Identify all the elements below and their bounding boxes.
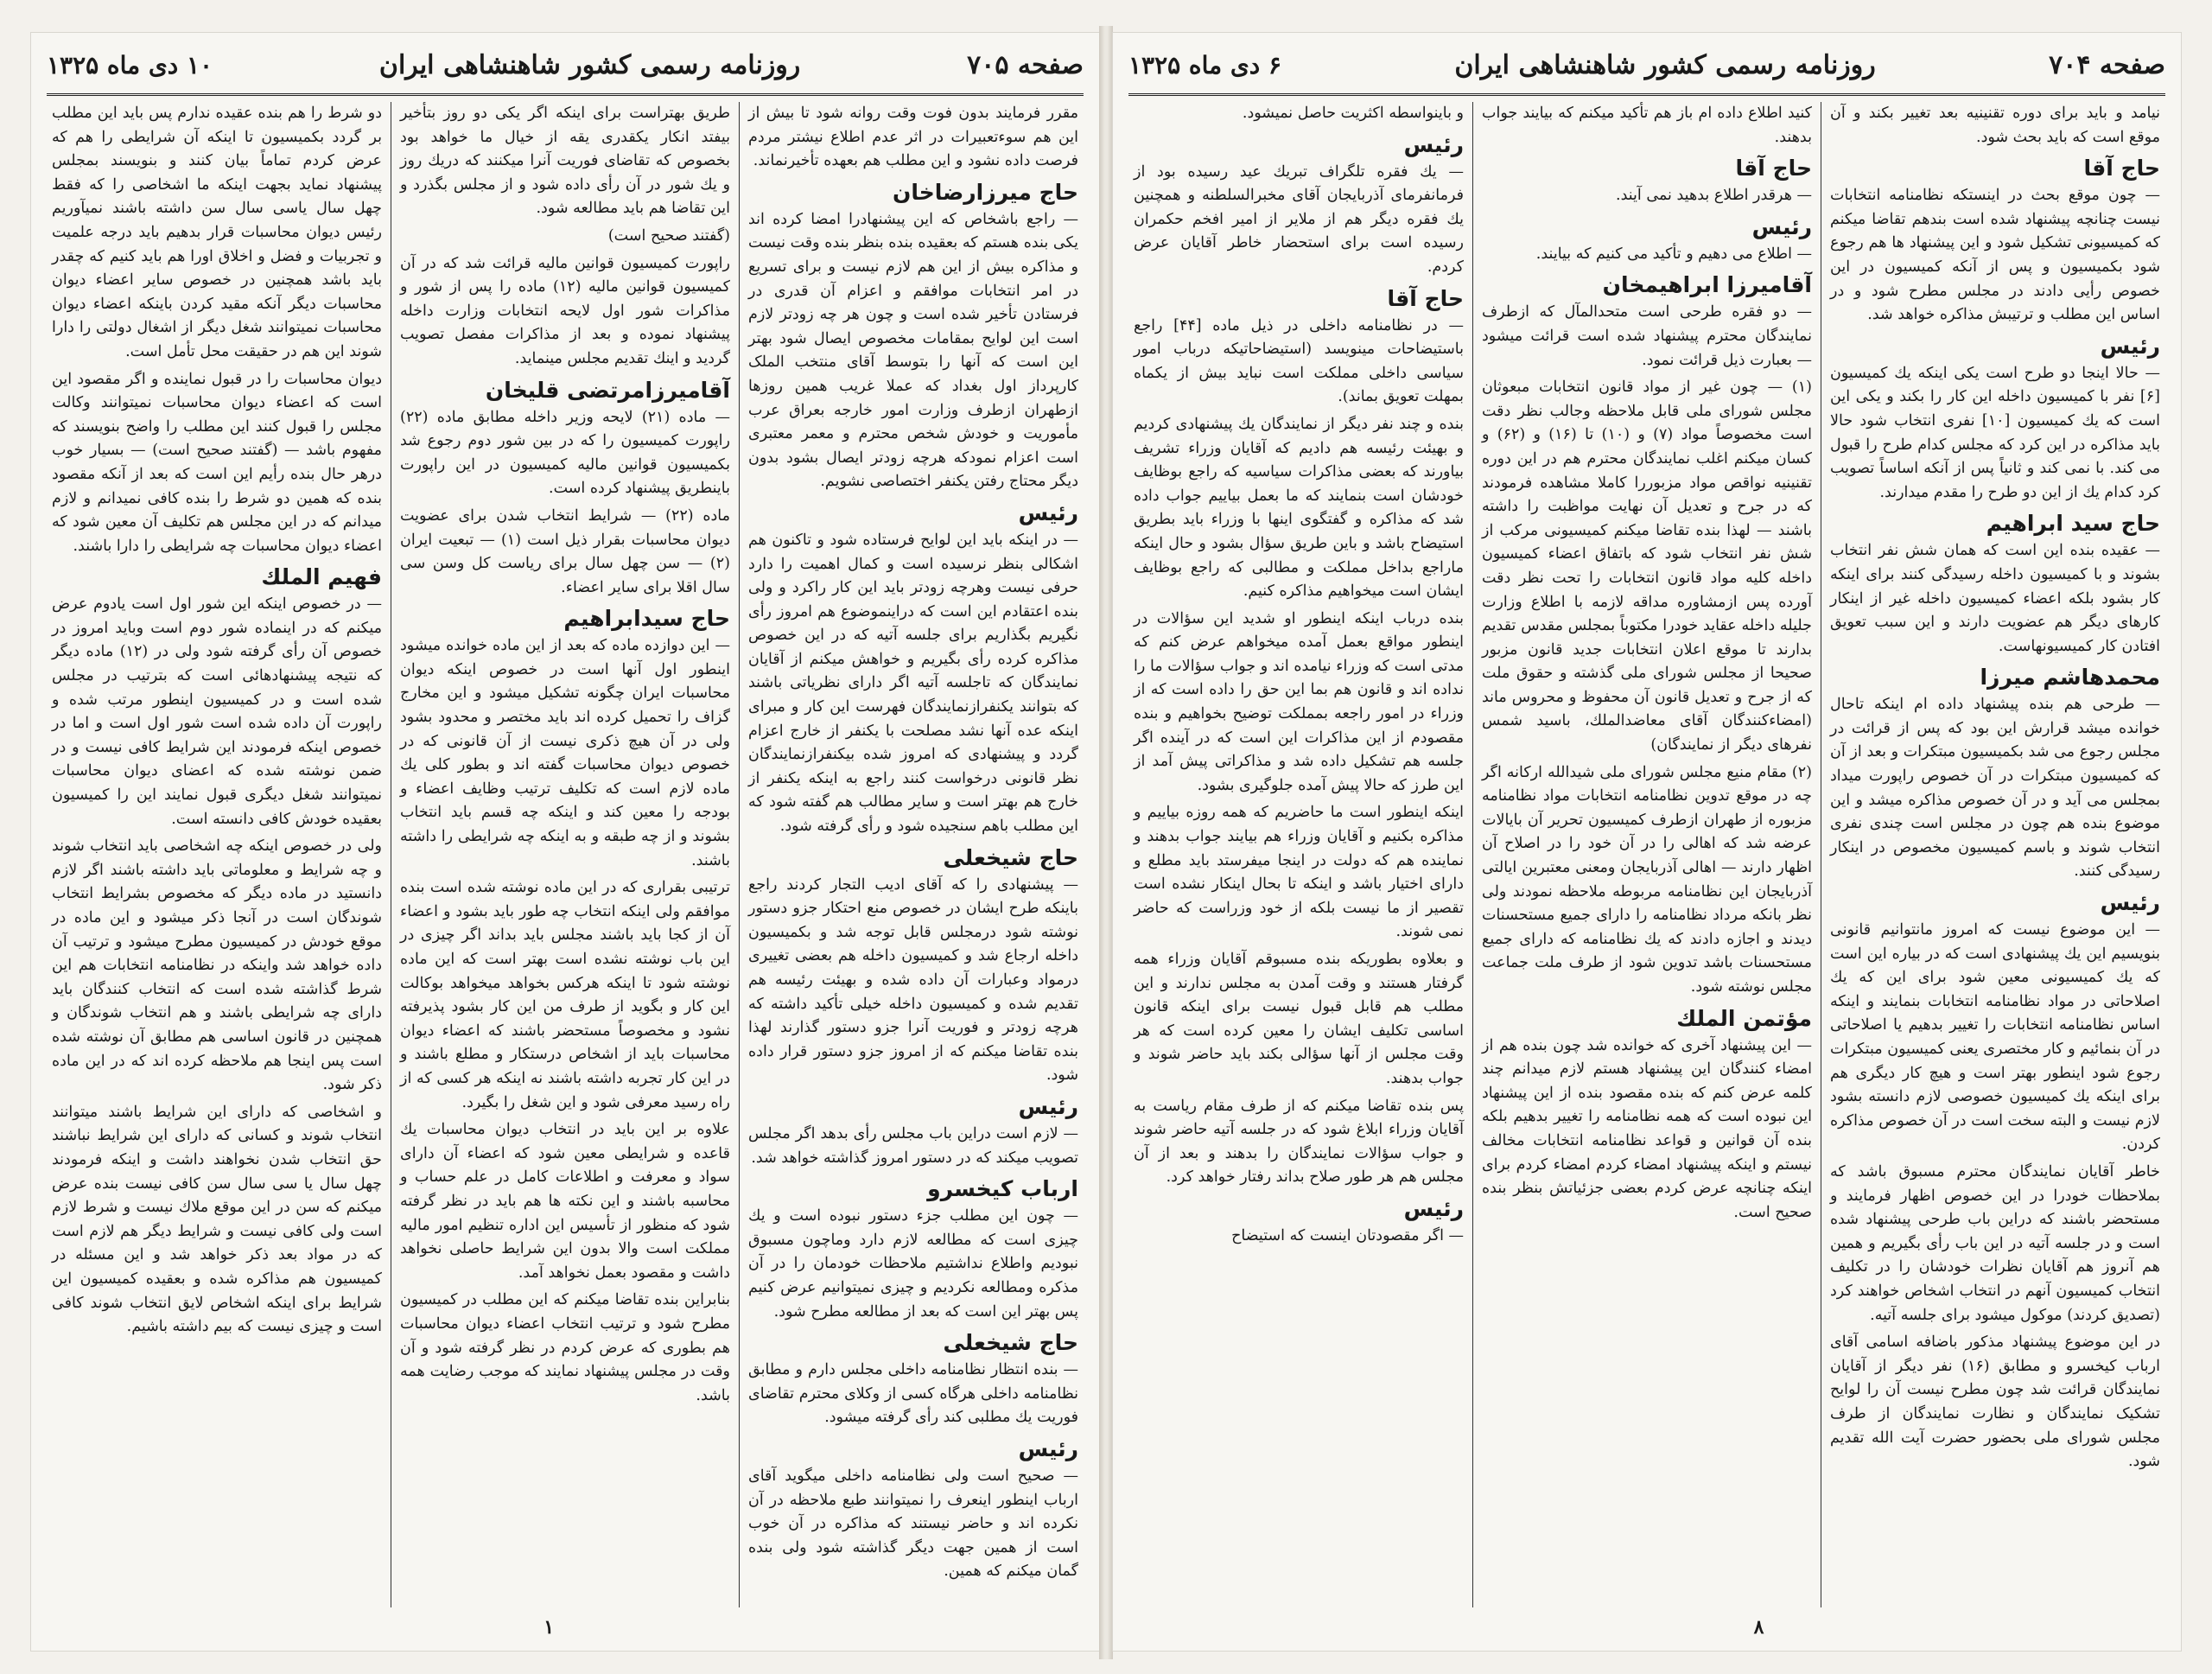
text-column: [1125, 102, 1472, 1607]
speaker-name: رئیس: [1018, 1093, 1078, 1119]
paragraph: بنابراین بنده تقاضا میکنم که این مطلب در کمیسیون مطرح شود و ترتیب انتخاب اعضاء دیوان محاسبات هم بطوری که عرض کردم در نظر گرفته شود و آن وقت در مجلس پیشنهاد نمایند که موجب رضایت همه باشد.: [400, 1291, 730, 1404]
speaker-name: ارباب کیخسرو: [927, 1176, 1078, 1202]
paragraph: مقرر فرمایند بدون فوت وقت روانه شود تا بیش از این هم سوءتعبیرات در اثر عدم اطلاع نیشتر مردم فرصت داده نشود و این مطلب هم بعهده تأخیرنماند.: [748, 105, 1078, 170]
speaker-name: حاج شیخعلی: [943, 1330, 1078, 1356]
paragraph: کنید اطلاع داده ام باز هم تأکید میکنم که بیایند جواب بدهند.: [1482, 105, 1812, 146]
paragraph: و اشخاصی که دارای این شرایط باشند میتوانند انتخاب شوند و کسانی که دارای این شرایط نباشند حق انتخاب شدن نخواهند داشت و اینکه فرمودند چهل سال یا سی سال سن کافی نیست بنده عرض میکنم که سن در این موقع ملاك نیست و شرط لازم است ولی کافی نیست و شرایط دیگر هم لازم است که در مواد بعد ذکر خواهد شد و این مسئله در کمیسیون هم مذاکره شده و بعقیده کمیسیون این شرایط برای اینکه اشخاص لایق انتخاب شوند کافی است و چیزی نیست که بیم داشته باشیم.: [52, 1103, 382, 1336]
speaker-name: محمدهاشم میرزا: [1980, 665, 2160, 691]
text-columns: [43, 102, 1087, 1607]
paragraph: علاوه بر این باید در انتخاب دیوان محاسبات یك قاعده و شرایطی معین شود که اعضاء آن دارای سواد و معرفت و اطلاعات کامل در علم حساب و محاسبه باشند و این نکته ها هم باید در نظر گرفته شود که منظور از تأسیس این اداره تنظیم امور مالیه مملکت است والا بدون این شرایط حاصلی نخواهد داشت و مقصود بعمل نخواهد آمد.: [400, 1121, 730, 1282]
text-column: [739, 102, 1087, 1607]
paragraph: — طرحی هم بنده پیشنهاد داده ام اینکه تاحال خوانده میشد قرارش این بود که پس از قرائت در مجلس رجوع می شد بکمیسیون مبتکرات و بعد از آن که کمیسیون مبتکرات در آن خصوص راپورت میداد بمجلس می آید و در آن خصوص مذاکره میشد و این موضوع بنده هم چون در مجلس است چندی نفری انتخاب شوند و باسم کمیسیون مخصوص در اینکار رسیدگی کنند.: [1830, 696, 2160, 881]
paragraph: — عقیده بنده این است که همان شش نفر انتخاب بشوند و با کمیسیون داخله رسیدگی کنند برای اینکه کار بشود بلکه اعضاء کمیسیون داخله غیر از اینکار کارهای دیگر هم عضویت دارند و این سبب تعویق افتادن کار کمیسیونهاست.: [1830, 542, 2160, 655]
paragraph: — راجع باشخاص که این پیشنهادرا امضا کرده اند یکی بنده هستم که بعقیده بنده بنظر بنده وقت نیست و مذاکره بیش از این هم لازم نیست و برای تسریع در امر انتخابات موافقم و اعزام آن قدری در فرستادن تأخیر شده است و چون هر چه زودتر لازم است این لوایح بمقامات مخصوص ایصال شود بهتر این است که آنها را بتوسط آقای منتخب الملک کارپرداز اول بغداد که عملا غریب همین روزها ازطهران ازطرف وزارت امور خارجه بعراق عرب مأموریت و خودش شخص محترم و معمر معتبری است اعزام نمودکه هرچه زودتر ایصال بشود بدون دیگر محتاج رفتن یکنفر اختصاصی نشویم.: [748, 210, 1078, 491]
text-column: [1821, 102, 2169, 1607]
footer-number: ۱: [543, 1616, 555, 1639]
text-column: [391, 102, 739, 1607]
text-column: [43, 102, 391, 1607]
speaker-name: رئیس: [1751, 213, 1812, 239]
page-number: صفحه ۷۰۴: [2049, 49, 2165, 80]
page-number: صفحه ۷۰۵: [967, 49, 1084, 80]
header-rule: [47, 93, 1084, 96]
speaker-name: رئیس: [2100, 890, 2160, 916]
paragraph: — بنده انتظار نظامنامه داخلی مجلس دارم و مطابق نظامنامه داخلی هرگاه کسی از وکلای محترم تقاضای فوریت یك مطلبی کند رأی گرفته میشود.: [748, 1361, 1078, 1427]
paragraph: بنده و چند نفر دیگر از نمایندگان یك پیشنهادی کردیم و بهیئت رئیسه هم دادیم که آقایان وزراء تشریف بیاورند که بعضی مذاکرات سیاسیه که راجع بوظایف خودشان است بنمایند که ما بعمل بیاییم جواب داده شد که مذاکره و گفتگوی اینها با وزراء باید بطریق استیضاح باشد و باین طریق سؤال بشود و حال اینکه ماراجع بداخل مملکت و مطالبی که راجع بوظایف ایشان است میخواهیم مذاکره کنیم.: [1134, 415, 1464, 601]
paragraph: — این پیشنهاد آخری که خوانده شد چون بنده هم از امضاء کنندگان این پیشنهاد هستم لازم میدانم چند کلمه عرض کنم که بنده مقصود بنده از این پیشنهاد این نبوده است که همه نظامنامه را تغییر بدهیم بلکه بنده آن قوانین و قواعد نظامنامه انتخابات مخالف نیستم و اینکه پیشنهاد امضاء کردم امضاء کردم برای اینکه چنانچه عرض کردم بعضی جزئیاتش بنظر بنده صحیح است.: [1482, 1036, 1812, 1221]
speaker-name: فهیم الملك: [261, 564, 382, 590]
text-columns: [1125, 102, 2169, 1607]
paragraph: نیامد و باید برای دوره تقنینیه بعد تغییر بکند و آن موقع است که باید بحث شود.: [1830, 105, 2160, 146]
paragraph: (گفتند صحیح است): [607, 226, 730, 245]
paragraph: — در نظامنامه داخلی در ذیل ماده [۴۴] راجع باستیضاحات مینویسد (استیضاحاتیکه درباب امور سیاسی داخلی مملکت است نباید بیش از یکماه بمهلت تعویق بماند).: [1134, 316, 1464, 406]
page-header: [1128, 40, 2165, 90]
paragraph: — لازم است دراین باب مجلس رأی بدهد اگر مجلس تصویب میکند که در دستور امروز گذاشته خواهد شد.: [748, 1124, 1078, 1167]
paragraph: ماده (۲۲) — شرایط انتخاب شدن برای عضویت دیوان محاسبات بقرار ذیل است (۱) — تبعیت ایران (۲) — سن چهل سال برای ریاست کل وسن سی سال اقلا برای سایر اعضاء.: [400, 506, 731, 596]
speaker-name: آقامیرزا ابراهیمخان: [1602, 272, 1812, 298]
paragraph: خاطر آقایان نمایندگان محترم مسبوق باشد که بملاحظات خودرا در این خصوص اظهار فرمایند و مستحضر باشند که دراین باب طرحی پیشنهاد شده است و در جلسه آتیه در این باب رأی بگیریم و همین هم آنروز هم آقایان نظرات خودشان را در تکلیف انتخاب کمیسیون آنهم در انتخاب اشخاص خواهند کرد (تصدیق کردند) موکول میشود برای جلسه آتیه.: [1830, 1162, 2160, 1324]
footer-number: ۸: [1753, 1616, 1764, 1639]
newspaper-title: روزنامه رسمی کشور شاهنشاهی ایران: [378, 49, 801, 80]
paragraph: (۱) — چون غیر از مواد قانون انتخابات مبعوثان مجلس شورای ملی قابل ملاحظه وجالب نظر دقت است مخصوصاً مواد (۷) و (۱۰) تا (۱۶) و (۶۲) و کسان میکنم اغلب نمایندگان محترم هم در این دوره تقنینیه نواقص مواد مزبوررا کاملا مشاهده فرمودند که در جرح و تعدیل آن نهایت مواظبت را داشته باشند — لهذا بنده تقاضا میکنم کمیسیونی مرکب از شش نفر انتخاب شود که باتفاق اعضاء کمیسیون داخله کلیه مواد قانون انتخابات را تحت نظر دقت آورده پس ازمشاوره مداقه لازمه با اطلاع وزارت جلیله داخله عقاید خودرا مکتوباً بمجلس مقدس تقدیم بدارند تا موقع اعلان انتخابات جدید قانون مزبور صحیحا از مجلس شورای ملی گذشته و حقوق ملت که از جرح و تعدیل قانون آن محفوظ و محروس ماند (امضاءکنندگان آقای معاضدالملك، باسید شمس نفرهای دیگر از نمایندگان): [1482, 379, 1813, 754]
speaker-name: رئیس: [1403, 1195, 1464, 1221]
speaker-name: حاج سیدابراهیم: [563, 606, 730, 632]
speaker-name: آقامیرزامرتضی قلیخان: [485, 377, 730, 403]
paragraph: — صحیح است ولی نظامنامه داخلی میگوید آقای ارباب اینطور اینعرف را نمیتوانند طبع ملاحظه در آن نکرده اند و حاضر نیستند که مذاکره در آن خوب است از همین جهت دیگر گذاشته شود ولی بنده گمان میکنم که همین.: [748, 1467, 1078, 1581]
paragraph: اینکه اینطور است ما حاضریم که همه روزه بیاییم و مذاکره بکنیم و آقایان وزراء هم بیایند جواب بدهند و نماینده هم که دولت در اینجا میفرستد باید مطلع و دارای اختیار باشد و اینکه تا بحال اینکار نشده است تقصیر از ما نیست بلکه از خود وزراست که حاضر نمی شوند.: [1134, 804, 1464, 941]
speaker-name: حاج آقا: [1387, 285, 1464, 311]
paragraph: — اطلاع می دهیم و تأکید می کنیم که بیایند.: [1535, 245, 1812, 263]
paragraph: و باینواسطه اکثریت حاصل نمیشود.: [1242, 105, 1464, 122]
paragraph: ترتیبی بقراری که در این ماده نوشته شده است بنده موافقم ولی اینکه انتخاب چه طور باید بشود و اعضاء آن از کجا باید باشند مجلس باید بداند اگر چیزی در این باب نوشته نشده است بهتر است که این ماده نوشته شود تا اینکه هرکس بخواهد میخواهد بوکالت این کار و بگوید از طرف من این کار بشود پذیرفته نشود و مخصوصاً مستحضر باشند که اعضاء دیوان محاسبات باید از اشخاص درستکار و مطلع باشند و در این کار تجربه داشته باشند نه اینکه هر کسی که از راه رسید معرفی شود و این شغل را بگیرد.: [400, 879, 730, 1111]
paragraph: — در خصوص اینکه این شور اول است یادوم عرض میکنم که در اینماده شور دوم است وباید امروز در خصوص آن رأی گرفته شود ولی در (۱۲) ماده دیگر که نتیجه پیشنهادهائی است که بترتیب در مجلس شده است و در کمیسیون اینطور مرتب شده و راپورت آن داده شده است شور اول است و اما در خصوص اینکه فرمودند این شرایط کافی نیست و در ضمن نوشته شده که اعضای دیوان محاسبات نمیتوانند شغل دیگری قبول نمایند این را کمیسیون بعقیده خودش کافی دانسته است.: [52, 595, 383, 828]
speaker-name: رئیس: [1018, 500, 1078, 525]
speaker-name: حاج سید ابراهیم: [1986, 511, 2160, 537]
paragraph: — چون موقع بحث در اینستکه نظامنامه انتخابات نیست چنانچه پیشنهاد شده است بندهم تقاضا میکنم که کمیسیونی تشکیل شود و این پیشنهاد ها هم رجوع شود بکمیسیون و پس از آنکه کمیسیون در این خصوص رأیی دادند در مجلس مطرح شود و در اساس این مطلب و ترتیبش مذاکره خواهد شد.: [1830, 187, 2160, 324]
paragraph: پس بنده تقاضا میکنم که از طرف مقام ریاست به آقایان وزراء ابلاغ شود که در جلسه آتیه حاضر شوند و جواب سؤالات نمایندگان را بدهند و بعد از آن مجلس هم هر طور صلاح بداند رفتار خواهد کرد.: [1134, 1097, 1464, 1187]
speaker-name: حاج میرزارضاخان: [892, 179, 1078, 205]
speaker-name: حاج شیخعلی: [943, 844, 1078, 870]
paragraph: راپورت کمیسیون قوانین مالیه قرائت شد که در آن کمیسیون قوانین مالیه (۱۲) ماده را پس از شور و مذاکرات شور اول لایحه انتخابات وزارت داخله پیشنهاد نموده و بعد از مذاکرات مفصل تصویب گردید و اینك تقدیم مجلس مینماید.: [400, 254, 730, 367]
paragraph: — یك فقره تلگراف تبریك عید رسیده بود از فرمانفرمای آذربایجان آقای مخبرالسلطنه و همچنین یك فقره دیگر هم از ملایر از امیر افخم حکمران رسیده است برای استحضار خاطر آقایان عرض کردم.: [1134, 162, 1464, 276]
page-704: [1113, 33, 2181, 1651]
issue-date: ۶ دی ماه ۱۳۲۵: [1128, 50, 1282, 80]
paragraph: ولی در خصوص اینکه چه اشخاصی باید انتخاب شوند و چه شرایط و معلوماتی باید داشته باشند اگر لازم دانستید در ماده دیگر که مخصوص بشرایط انتخاب شوندگان است در آنجا ذکر میشود و این ماده در موقع خودش در کمیسیون مطرح میشود و ترتیب آن داده خواهد شد واینکه در نظامنامه انتخابات هم این شرط گذاشته شده است که انتخاب کنندگان باید دارای چه شرایطی باشند و هم انتخاب شوندگان و همچنین در قانون اساسی هم مطابق آن نوشته شده است پس اینجا هم ملاحظه کرده اند که در این ماده ذکر شود.: [52, 837, 382, 1094]
text-column: [1472, 102, 1821, 1607]
paragraph: طریق بهتراست برای اینکه اگر یکی دو روز بتأخیر بیفتد انکار یکقدری یقه از خیال ما خواهد بود بخصوص که تقاضای فوریت آنرا میکنند که دریك روز و یك شور در آن رأی داده شود و از مجلس بگذرد و این تقاضا هم باید مطالعه شود.: [400, 105, 730, 218]
speaker-name: رئیس: [2100, 333, 2160, 359]
newspaper-title: روزنامه رسمی کشور شاهنشاهی ایران: [1454, 49, 1876, 80]
paragraph: — حالا اینجا دو طرح است یکی اینکه یك کمیسیون [۶] نفر با کمیسیون داخله این کار را بکند و یکی این است که یك کمیسیون [۱۰] نفری انتخاب شود حالا باید مذاکره در این کرد که مجلس کدام طرح را قبول می کند. با نمی کند و ثانیاً پس از آنکه اساساً تصویب کرد کدام یك از این دو طرح را مقدم میدارند.: [1830, 364, 2160, 501]
speaker-name: حاج آقا: [1735, 156, 1812, 181]
speaker-name: حاج آقا: [2083, 156, 2160, 181]
speaker-name: رئیس: [1018, 1435, 1078, 1461]
page-705: [31, 33, 1099, 1651]
paragraph: بنده درباب اینکه اینطور او شدید این سؤالات در اینطور مواقع بعمل آمده میخواهم عرض کنم که مدتی است که وزراء نیامده اند و جواب سؤالات ما را نداده اند و قانون هم بما این حق را داده است که از وزراء در امور راجعه بمملکت توضیح بخواهیم و بنده مقصودم از این مذاکرات این است که در آینده اگر جلسه هم تشکیل داده شد و مذاکراتی پیش آمد از این طرز که حالا پیش آمده جلوگیری بشود.: [1134, 609, 1464, 794]
header-rule: [1128, 93, 2165, 96]
speaker-name: رئیس: [1403, 131, 1464, 157]
paragraph: — این موضوع نیست که امروز مانتوانیم قانونی بنویسیم این یك پیشنهادی است که در بیاره این است که یك کمیسیونی معین شود برای این که یك اصلاحاتی در مواد نظامنامه انتخابات بنمایند و اینکه اساس نظامنامه انتخابات را تغییر بدهیم یا اصلاحاتی در آن بنمائیم و کار مختصری یعنی کمیسیون مبتکرات رجوع شود اینطور بهتر است و هیچ کار دیگری هم برای اینکه یك کمیسیون خصوصی لازم دانسته بشود لازم نیست و البته سخت است در آن خصوص مذاکره کردن.: [1830, 921, 2160, 1154]
paragraph: — چون این مطلب جزء دستور نبوده است و یك چیزی است که مطالعه لازم دارد وماچون مسبوق نبودیم واطلاع نداشتیم ملاحظات خودمان را در آن مذکره ومطالعه نکردیم و چیزی نمیتوانیم عرض کنیم پس بهتر این است که بعد از مطالعه مطرح شود.: [748, 1207, 1078, 1321]
paragraph: — اگر مقصودتان اینست که استیضاح: [1231, 1226, 1464, 1244]
page-header: [47, 40, 1084, 90]
paragraph: — دو فقره طرحی است متحدالمآل که ازطرف نمایندگان محترم پیشنهاد شده است قرائت میشود — بعبارت ذیل قرائت نمود.: [1482, 303, 1812, 369]
book-gutter: [1099, 26, 1113, 1659]
speaker-name: مؤتمن الملك: [1676, 1005, 1812, 1031]
paragraph: (۲) مقام منیع مجلس شورای ملی شیدالله ارکانه اگر چه در موقع تدوین نظامنامه انتخابات مواد نظامنامه مزبوره از طهران ازطرف کمیسیون تحریر آن بایالات عرضه شد که اهالی را در آن خود را در اصلاح آن اظهار دارند — اهالی آذربایجان ومعنی معتبرین ایالتی آذربایجان این نظامنامه مربوطه ملاحظه نمودند ولی نظر بانکه مرداد نظامنامه را دارای جمیع مستحسنات دیدند و اجازه دادند که یك نظامنامه که دارای جمیع مستحسنات باشد تدوین شود از طرف ملت جماعت مجلس نوشته شود.: [1482, 763, 1812, 996]
paragraph: دو شرط را هم بنده عقیده ندارم پس باید این مطلب بر گردد بکمیسیون تا اینکه آن شرایطی را هم که عرض کردم تماماً بیان کنند و بنویسند بمجلس پیشنهاد نماید بجهت اینکه ما اشخاصی را که فقط چهل سال یاسی سال سن داشته باشند نمیآوریم رئیس دیوان محاسبات قرار بدهیم باید درجه علمیت و تجربیات و فضل و اخلاق اورا هم باید کنیم که چقدر باید باشد همچنین در خصوص سایر اعضاء دیوان محاسبات دیگر آنکه مقید کردن باینکه اعضاء دیوان محاسبات نمیتوانند شغل دیگر از اشغال دولتی را دارا شوند این هم در حقیقت محل تأمل است.: [52, 105, 382, 360]
paragraph: دیوان محاسبات را در قبول نماینده و اگر مقصود این است که اعضاء دیوان محاسبات نمیتوانند وکالت مجلس را قبول کنند این مطلب را واضح بنویسند که مفهوم باشد — (گفتند صحیح است) — بسیار خوب درهر حال بنده رأیم این است که بعد از آنکه مقصود بنده که همین دو شرط را بنده کافی نمیدانم و لازم میدانم که در این مجلس هم تکلیف آن معین شود که اعضاء دیوان محاسبات چه شرایطی را دارا باشند.: [52, 370, 382, 555]
paragraph: در این موضوع پیشنهاد مذکور باضافه اسامی آقای ارباب کیخسرو و مطابق (۱۶) نفر دیگر از آقایان نمایندگان قرائت شد چون مطرح نیست آن را لوایح تشکیک نمایندگان و نظارت نمایندگان از طرف مجلس شورای ملی بحضور حضرت آیت الله تقدیم شود.: [1830, 1333, 2160, 1471]
paragraph: — این دوازده ماده که بعد از این ماده خوانده میشود اینطور اول آنها است در خصوص اینکه دیوان محاسبات ایران چگونه تشکیل میشود و این مخارج گزاف را تحمیل کرده اند باید مختصر و محدود بشود ولی در آن هیچ ذکری نیست از آن قانونی که در خصوص دیوان محاسبات گفته اند و بطور کلی یك ماده لازم است که تکلیف ترتیب وظایف اعضاء و بودجه را معین کند و اینکه چه قسم باید انتخاب بشوند و از چه طبقه و به اینکه چه شرایطی را داشته باشند.: [400, 637, 730, 869]
paragraph: و بعلاوه بطوریکه بنده مسبوقم آقایان وزراء همه گرفتار هستند و وقت آمدن به مجلس ندارند و این مطلب هم قابل قبول نیست برای اینکه قانون اساسی تکلیف ایشان را معین کرده است که هر وقت مجلس از آنها سؤالی بکند باید حاضر شوند و جواب بدهند.: [1134, 951, 1464, 1087]
paragraph: — هرقدر اطلاع بدهید نمی آیند.: [1616, 187, 1812, 205]
paragraph: — در اینکه باید این لوایح فرستاده شود و تاکنون هم اشکالی بنظر نرسیده است و کمال اهمیت را دارد حرفی نیست وهرچه زودتر باید این کار راکرد و ولی بنده اعتقادم این است که دراینموضوع هم امروز رأی نگیریم بگذاریم برای جلسه آتیه که در این خصوص مذاکره کرده رأی بگیریم و خواهش میکنم از آقایان نمایندگان که تاجلسه آتیه اگر دارای نظریاتی باشند که بتوانند یکنفرازنمایندگان فهرست این کار و مبرای اینکه عده آنها نشد مصلحت با یکنفر از خارج اعزام گردد و پیشنهادی که امروز شده بیکنفرازنمایندگان نظر قانونی درخواست کنند راجع به اینکه یکنفر از خارج هم بهتر است و سایر مطالب هم گفته شود که این مطلب باهم سنجیده شود و رأی گرفته شود.: [748, 531, 1078, 836]
issue-date: ۱۰ دی ماه ۱۳۲۵: [47, 50, 213, 80]
paragraph: — پیشنهادی را که آقای ادیب التجار کردند راجع باینکه طرح ایشان در خصوص منع احتکار جزو دستور نوشته شود درمجلس قابل توجه شد و بکمیسیون داخله ارجاع شد و کمیسیون داخله هم بعضی تغییری درمواد وعبارات آن داده شده و بهیئت رئیسه هم تقدیم شده و کمیسیون داخله خیلی تأکید داشته که هرچه زودتر و فوریت آنرا جزو دستور گذارند لهذا بنده تقاضا میکنم که از امروز جزو دستور قرار داده شود.: [748, 875, 1078, 1085]
paragraph: — ماده (۲۱) لایحه وزیر داخله مطابق ماده (۲۲) راپورت کمیسیون را که در بین شور دوم رجوع شد بکمیسیون قوانین مالیه کمیسیون در این راپورت باینطریق پیشنهاد کرده است.: [400, 408, 730, 498]
